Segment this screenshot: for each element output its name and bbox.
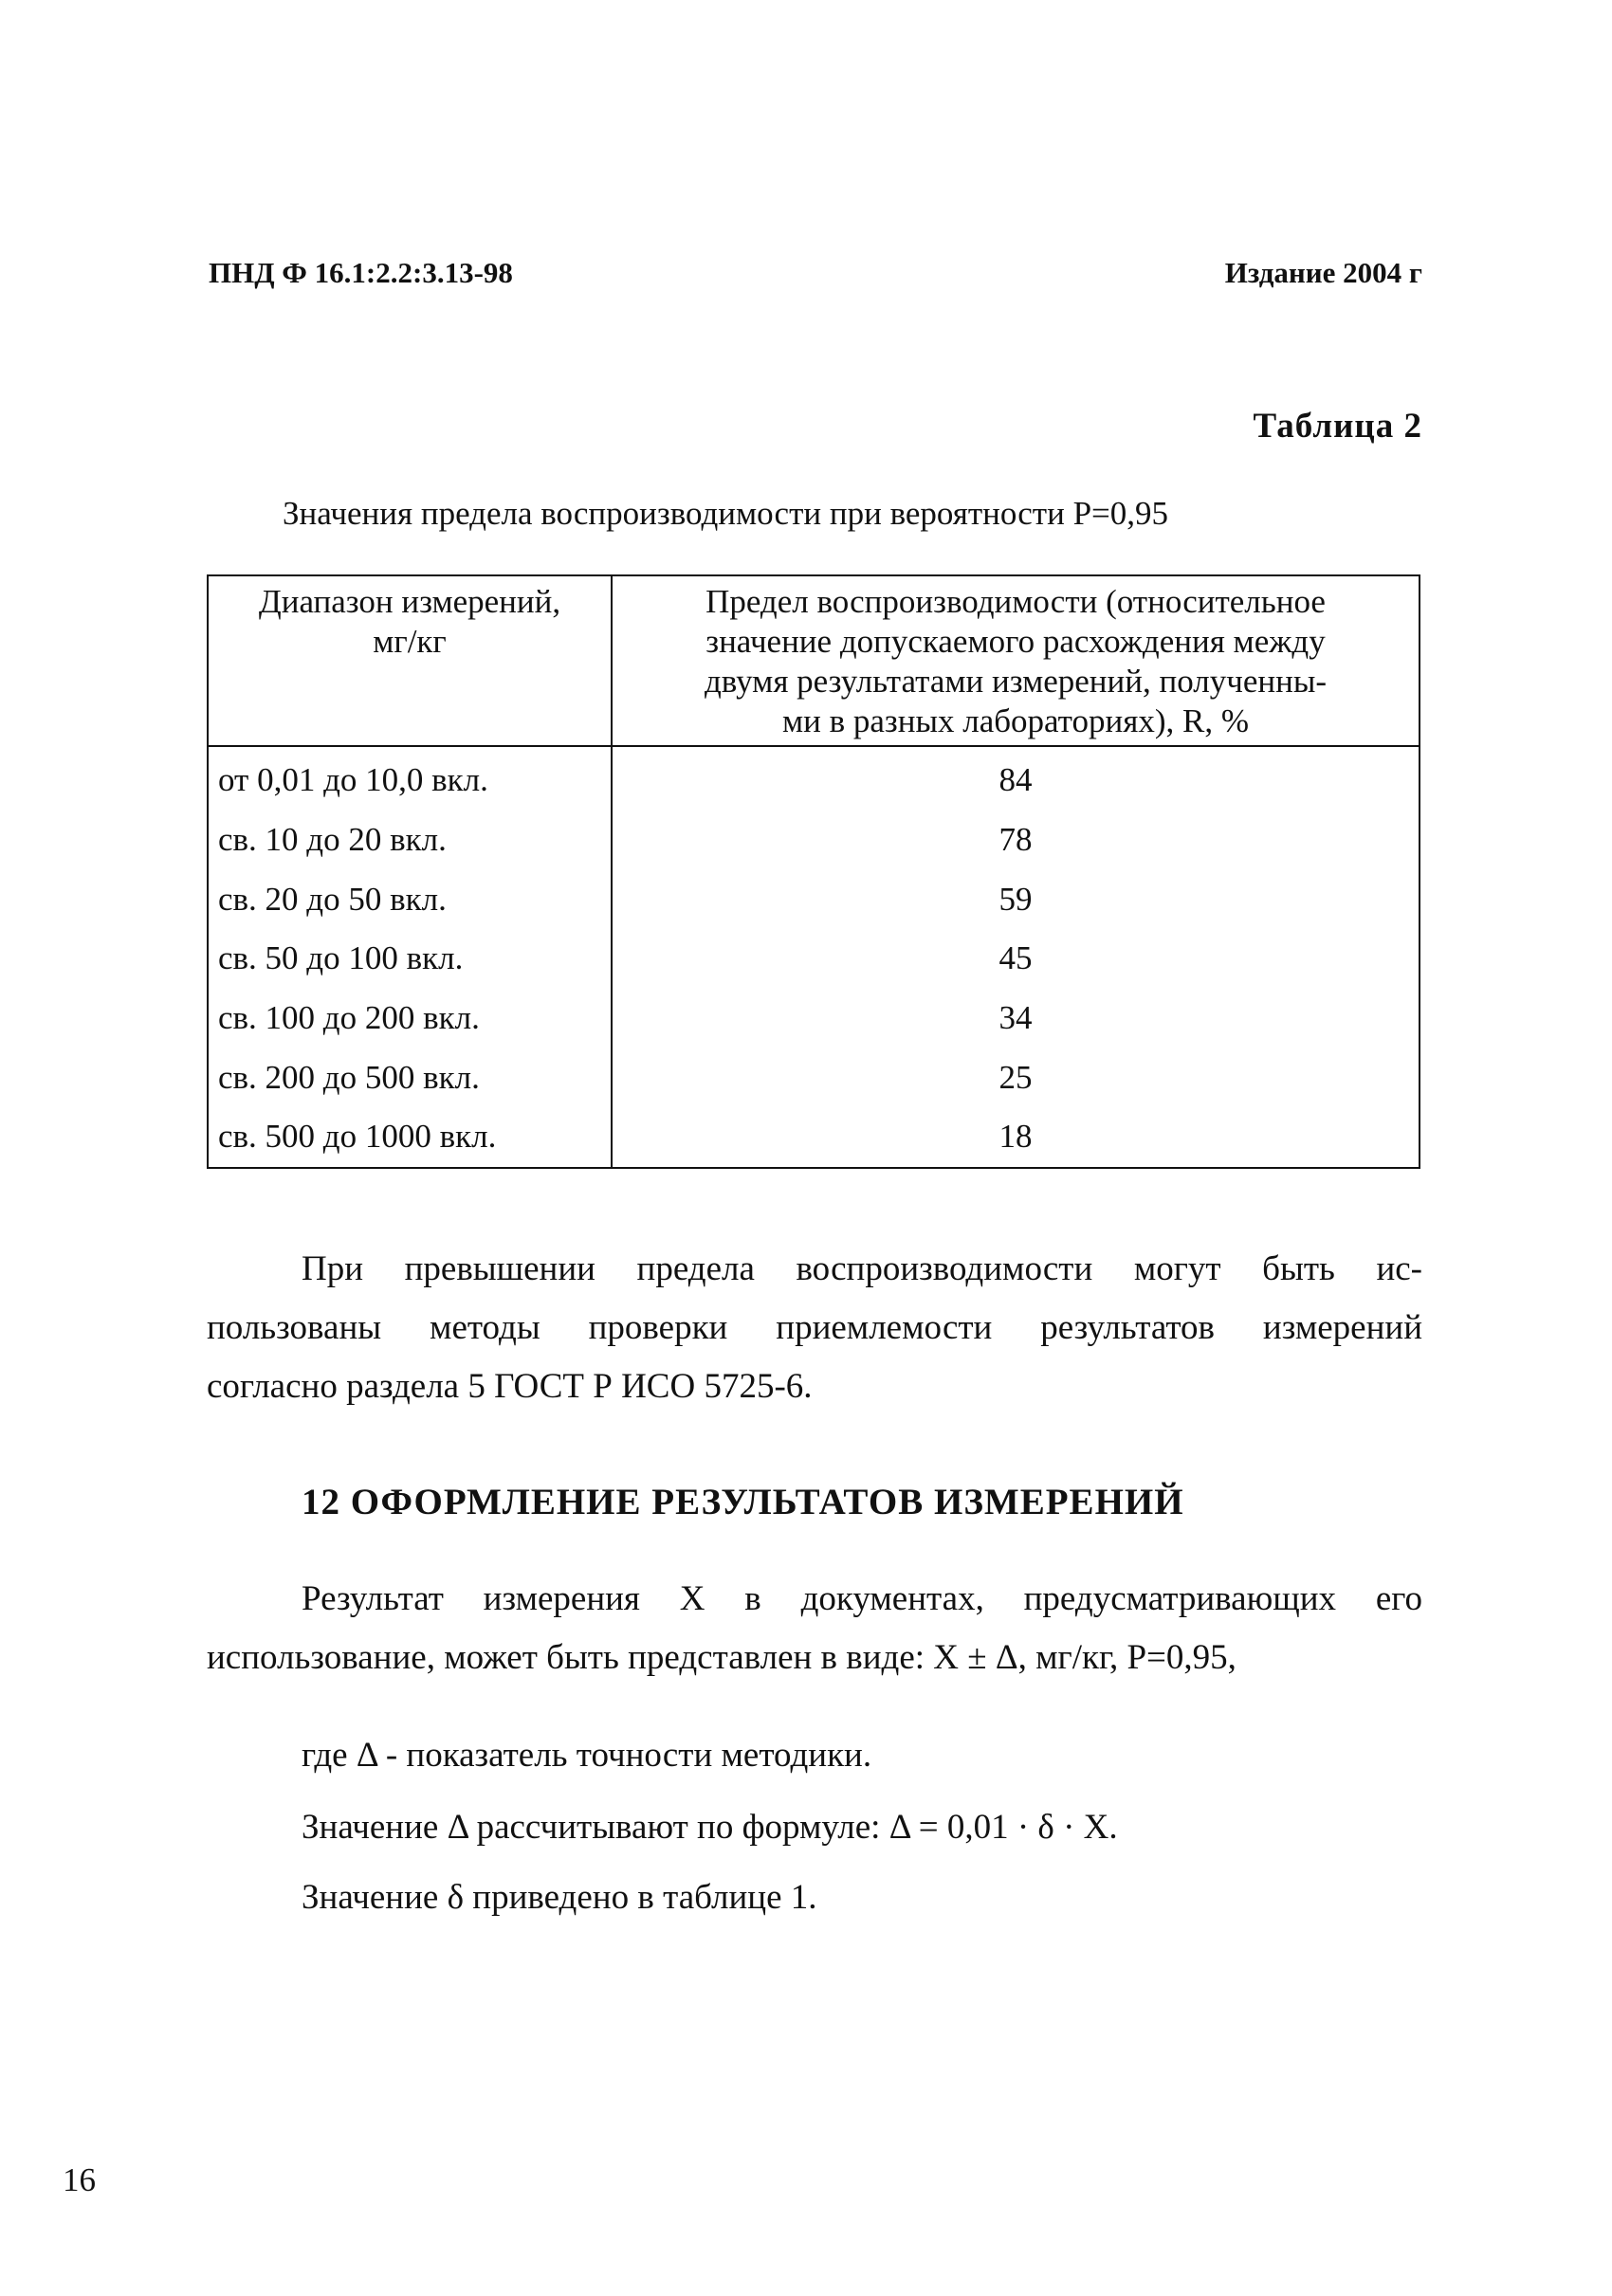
delta-formula: Значение Δ рассчитывают по формуле: Δ = 0,01 · δ · X. xyxy=(302,1808,1118,1847)
paragraph-line: Результат измерения X в документах, предусматривающих его xyxy=(302,1579,1422,1618)
range-cell: св. 500 до 1000 вкл. xyxy=(208,1107,612,1168)
value-cell: 78 xyxy=(612,811,1420,870)
range-cell: от 0,01 до 10,0 вкл. xyxy=(208,746,612,811)
delta-definition: где Δ - показатель точности методики. xyxy=(302,1736,872,1775)
table-caption: Значения предела воспроизводимости при вероятности P=0,95 xyxy=(283,495,1169,532)
header-limit xyxy=(612,575,1420,746)
result-paragraph xyxy=(207,1570,1422,1687)
table-reference: Значение δ приведено в таблице 1. xyxy=(302,1878,817,1917)
table-header-row xyxy=(208,575,1420,746)
page-number: 16 xyxy=(63,2161,96,2198)
header-limit-line: Предел воспроизводимости (относительное xyxy=(705,583,1326,620)
header-limit-line: ми в разных лабораториях), R, % xyxy=(781,702,1250,739)
table-row xyxy=(208,869,1420,929)
header-range-line: мг/кг xyxy=(373,623,447,660)
paragraph-line: пользованы методы проверки приемлемости результатов измерений xyxy=(207,1308,1422,1347)
header-range xyxy=(208,575,612,746)
section-title: 12 ОФОРМЛЕНИЕ РЕЗУЛЬТАТОВ ИЗМЕРЕНИЙ xyxy=(302,1482,1184,1522)
reproducibility-paragraph xyxy=(207,1240,1422,1416)
table-label: Таблица 2 xyxy=(1253,407,1422,446)
value-cell: 25 xyxy=(612,1048,1420,1107)
header-limit-line: значение допускаемого расхождения между xyxy=(705,623,1326,660)
paragraph-line: использование, может быть представлен в виде: X ± Δ, мг/кг, P=0,95, xyxy=(207,1638,1236,1677)
value-cell: 59 xyxy=(612,869,1420,929)
table-row xyxy=(208,989,1420,1048)
paragraph-line: При превышении предела воспроизводимости могут быть ис- xyxy=(302,1249,1422,1288)
table-row xyxy=(208,746,1420,811)
range-cell: св. 50 до 100 вкл. xyxy=(208,929,612,989)
range-cell: св. 100 до 200 вкл. xyxy=(208,989,612,1048)
paragraph-line: согласно раздела 5 ГОСТ Р ИСО 5725-6. xyxy=(207,1367,813,1406)
value-cell: 34 xyxy=(612,989,1420,1048)
table-row xyxy=(208,1048,1420,1107)
range-cell: св. 200 до 500 вкл. xyxy=(208,1048,612,1107)
range-cell: св. 20 до 50 вкл. xyxy=(208,869,612,929)
reproducibility-table xyxy=(207,574,1420,1169)
value-cell: 18 xyxy=(612,1107,1420,1168)
table-row xyxy=(208,1107,1420,1168)
table-row xyxy=(208,929,1420,989)
range-cell: св. 10 до 20 вкл. xyxy=(208,811,612,870)
value-cell: 84 xyxy=(612,746,1420,811)
table-row xyxy=(208,811,1420,870)
header-range-line: Диапазон измерений, xyxy=(258,583,561,620)
edition-label: Издание 2004 г xyxy=(1224,256,1422,289)
document-code: ПНД Ф 16.1:2.2:3.13-98 xyxy=(209,256,513,289)
value-cell: 45 xyxy=(612,929,1420,989)
header-limit-line: двумя результатами измерений, полученны- xyxy=(705,663,1327,700)
